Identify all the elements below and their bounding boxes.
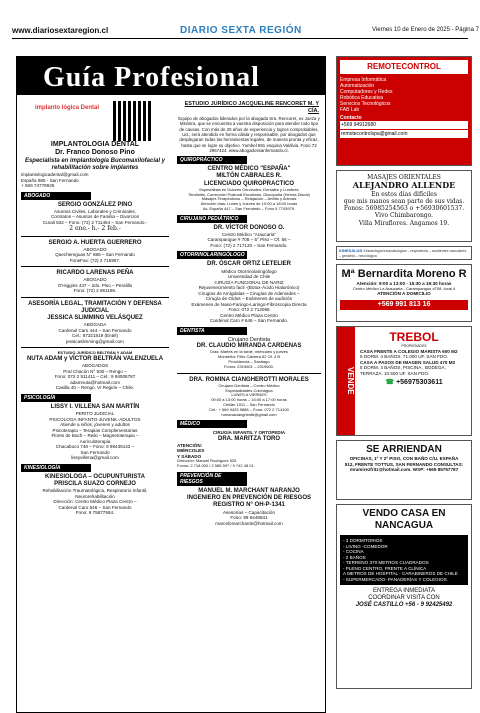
lawyer-line: ABOGADO (83, 277, 107, 283)
handwritten-note: 2 ene.- h.- 2 feb.- (69, 225, 121, 233)
quiro-name: CENTRO MÉDICO "ESPAÑA" (207, 166, 291, 173)
lawyer-line: Curali 532 – Fono: (72) 2 711464 – San Fernando.- (42, 219, 148, 225)
ad-line: 512, FRENTE TOTTUS, SAN FERNANDO CONSULTAS: (344, 461, 464, 467)
ad-line: ALEJANDRO ALLENDE (352, 180, 456, 191)
prev-name: MANUEL M. MARCHANT NARANJO (198, 487, 300, 494)
otorrino-name: DR. ÓSCAR ORTIZ LETELIER (207, 261, 291, 268)
ad-item: Automatización (340, 82, 375, 89)
ad-phone: +569 991 813 16 (340, 300, 468, 310)
dentista-line: Días: Martes en la tarde, miércoles y jueves (210, 349, 288, 355)
feature-item: - COCINA (343, 549, 364, 554)
cirujano-line: Centro Médico "Araucaria" (221, 231, 277, 237)
lawyer-line: O'Higgins 437 – 2do. Piso – Peralillo (57, 282, 133, 288)
psych-name: LISSY I. VILLENA SAN MARTÍN (50, 403, 140, 410)
arriendan-ad (336, 440, 472, 500)
lawyer-line: Quechereguas N° 888 – San Fernando (55, 252, 135, 258)
quiro-sub: MILTÓN CABRALES R. (216, 173, 282, 180)
dentista-line: Especialidades Colchagua (225, 387, 273, 393)
medico-line: Fonos: 2 718 000 / 2 585 597 / 9 742 48 01. (177, 463, 255, 469)
quiro-line: Tendinitis, Corrección Postural Escoliosis, Discopatía (Hernia Discal) (188, 191, 310, 197)
trebol-ad (336, 326, 472, 436)
ad-line: CASA A PASOS DE IMAGEN SALUD 470 M2 (360, 359, 456, 365)
lawyer-line: Asuntos Civiles, Laborales y Criminales, (54, 208, 136, 214)
dentista-line: LUNES A VIERNES (231, 392, 267, 398)
trebol-logo: TREBOL (389, 330, 439, 344)
lawyer-line: FoneFax: (72) 2 715967. (69, 257, 121, 263)
ad-name: Mª Bernardita Moreno R (341, 268, 467, 280)
lawyer-sub: JESSICA SLIMMING VELÁSQUEZ (47, 315, 143, 322)
medico-day: MIÉRCOLES (177, 448, 205, 454)
prev-email[interactable]: marcelomarchantn@hotmail.com (215, 520, 283, 526)
page-date: Viernes 10 de Enero de 2025 - Página 7 (372, 27, 479, 33)
divider (21, 266, 169, 267)
newspaper-brand: DIARIO SEXTA REGIÓN (180, 25, 302, 36)
masajes-ad (336, 170, 472, 242)
professional-guide (16, 56, 326, 713)
page-header (0, 0, 480, 50)
feature-item: - TERRENO 370 METROS CUADRADOS (343, 560, 429, 565)
section-kinesiologia: KINESIOLOGÍA (21, 464, 91, 472)
medico-day: Y SÁBADO (177, 453, 202, 459)
guide-title: Guía Profesional (43, 62, 260, 93)
psych-line: PERITO JUDICIAL (75, 411, 115, 417)
medico-head: CIRUGÍA INFANTIL Y ORTOPEDIA (212, 430, 286, 436)
ad-line: COORDINAR VISITA CON (368, 595, 440, 602)
lawyer-email[interactable]: adamnuta@hotmail.com (70, 379, 120, 385)
feature-item: - PLENO CENTRO, FRENTE A CLÍNICA (343, 565, 427, 571)
kinesalud-ad (336, 246, 472, 260)
estudio-title: ESTUDIO JURÍDICO JACQUELINE RENCORET M. Y CÍA. (184, 101, 319, 114)
divider (21, 297, 169, 298)
lawyer-email[interactable]: jessicaslimming@gmail.com (66, 338, 124, 344)
divider (21, 347, 169, 348)
quiro-line: Masajes Terapéuticos – Relajación – Artritis y Artrosis (201, 196, 297, 202)
feature-item: - LIVING -COMEDOR (343, 543, 388, 549)
divider (177, 373, 321, 374)
kine-sub: PRISCILA SUAZO CORNEJO (54, 480, 136, 487)
kinesalud-desc: Kinesiología traumatológica – respiratoria – accidentes vasculares – geriatría – neurológica (339, 249, 467, 258)
lawyer-name: NUTA ADAM y VÍCTOR BELTRÁN VALENZUELA (26, 356, 164, 363)
ad-line: Fonos: 56985254563 o +56930601537. (343, 205, 465, 213)
ad-contact-label: Contacto (340, 114, 362, 121)
quiro-line: Especialista en Dolores Cervicales, Dorsales y Lumbres (199, 186, 299, 192)
left-column (21, 101, 169, 516)
implanto-doctor: Dr. Franco Donoso Pino (55, 149, 135, 157)
divider (21, 236, 169, 237)
section-otorrino: OTORRINOLARINGÓLOGO (177, 251, 247, 259)
lawyer-head: ESTUDIO JURÍDICO BELTRÁN Y ADAM (57, 350, 133, 356)
lawyer-line: Casilla 40 – Rengo. VI Región – Chile. (55, 385, 135, 391)
dentista-email[interactable]: romanacianghirotti@gmail.com (221, 411, 277, 417)
ad-phone: +56975303611 (396, 379, 443, 387)
section-dentista: DENTISTA (177, 327, 247, 335)
otorrino-line: Cirugía de Oídos – Exámenes de audición (205, 296, 293, 302)
psych-line: Chacabuco 748 – Fono: 9 98439143 – (55, 444, 135, 450)
dentista-name: DR. CLAUDIO MIRANDA CARDENAS (196, 343, 302, 350)
psych-line: Flores de Bach – Reiki – Magnetoterapia – (51, 433, 139, 439)
ad-line: Vivo Chimbarongo. (374, 212, 434, 220)
ad-line: ENTREGA INMEDIATA (372, 588, 436, 594)
otorrino-line: CIRUGÍA FUNCIONAL DE NARIZ (214, 279, 284, 285)
right-column (177, 101, 321, 526)
lawyer-name: SERGIO GONZÁLEZ PINO (57, 201, 133, 208)
cirujano-name: DR. VÍCTOR DONOSO O. (213, 224, 285, 231)
dentista-name: DRA. ROMINA CIANGHEROTTI MORALES (189, 376, 309, 383)
ad-line: que mis manos sean parte de sus vidas. (343, 197, 465, 205)
lawyer-line: ABOGADOS (81, 363, 109, 369)
ad-line: Villa Miraflores. Angamos 19. (358, 219, 450, 227)
ad-line: 5 DORM. 4 BAÑOS, PISCINA , BODEGA, (360, 365, 446, 371)
implanto-name: IMPLANTOLOGIA DENTAL (50, 141, 140, 148)
lawyer-line: Contratos – Asuntos de Familia – Divorcios (51, 214, 139, 220)
lawyer-name: RICARDO LARENAS PEÑA (56, 270, 134, 277)
prev-reg: REGISTRO N° OH-P-1341 (213, 502, 285, 509)
psych-email[interactable]: lissyvillena@gmail.com (71, 455, 119, 461)
medico-name: DRA. MARITZA TORO (218, 435, 280, 442)
medico-at: ATENCIÓN: (177, 442, 203, 448)
section-abogado: ABOGADO (21, 192, 91, 200)
quiro-line: Atención días: Lunes y Jueves de 10:00 a 18:00 horas (200, 201, 298, 207)
psych-line: Atiende a niños, jóvenes y adultos (60, 422, 130, 428)
ad-line: Atención: 9:00 a 13:00 - 15:30 a 19:30 horas (356, 281, 452, 287)
prev-line: Asesorías – Capacitación (222, 509, 276, 515)
lawyer-name: SERGIO A. HUERTA GUERRERO (48, 239, 142, 246)
ad-title: VENDO CASA EN NANCAGUA (362, 508, 446, 531)
section-psicologia: PSICOLOGÍA (21, 394, 91, 402)
quiro-line: Av. España 447 – San Fernando – Fono 9 7743979. (202, 205, 296, 211)
ad-line: En estos días difíciles (371, 190, 437, 198)
otorrino-line: Cardenal Caro # 646 – San Fernando. (209, 318, 289, 324)
implanto-logo-text: implanto lógica Dental (35, 105, 100, 111)
guide-banner (17, 57, 325, 95)
dentista-line: Cel.: + 569 9433 9888 – Fono: 072 2 714100 (209, 406, 289, 412)
psych-line: Auriculoterapia (79, 438, 111, 444)
whatsapp-icon: ☎ (385, 379, 395, 387)
kine-line: Rehabilitación Traumatológica, Respiratorio Infantil, (42, 488, 148, 494)
otorrino-line: Universidad de Chile (227, 274, 271, 280)
lawyer-line: Fono: 072 2 511411 – Cel.: 9 94006787 (54, 374, 136, 380)
casa-features (340, 535, 468, 585)
qr-code-icon (113, 101, 153, 141)
implanto-spec: Especialista en implantología Bucomaxilofacial y rehabilitación sobre implantes (24, 157, 166, 171)
kinesalud-logo: KINESALUD (339, 248, 363, 253)
otorrino-line: Cirugías de Amígdalas – Cirugías de Adenoides – (198, 290, 300, 296)
feature-item: - 2 BAÑOS (343, 554, 366, 560)
dentista-line: Monseñor Félix Cabrera 62 Of. 3 B (217, 354, 281, 360)
ad-line: 5 DORM. 4 BAÑOS, 71.000 UF. SAN FDO. (360, 354, 449, 360)
otorrino-line: Exámenes de Naso-Faringo-Laringo-Fibroscopia Directa (191, 301, 307, 307)
lawyer-line: Cardenal Caro 444 – San Fernando (58, 327, 132, 333)
implanto-logo (21, 101, 169, 141)
ad-phone: +569 94912680 (340, 121, 468, 129)
implanto-email[interactable]: implantologicadental@gmail.com (21, 172, 89, 178)
dentista-line: Providencia – Santiago (228, 358, 270, 364)
lawyer-name: ASESORÍA LEGAL, TRAMITACIÓN Y DEFENSA JUDICIAL (28, 300, 162, 315)
lawyer-line: Prat Chacón N° 930 – Rengo – (63, 368, 127, 374)
estudio-text: Equipo de abogados liderados por la abogada Sra. Rencoret, ex Jueza y Ministra, que se encuentra a vuestra disposición para atender todo tipo de causas. Con más de 25 años de experiencia y logros comprobables, Ud., será atendido en forma cálida y responsable, por abogados que desplegaran todas las herramientas legales, de manera pronta y eficaz, hasta que se logre su objetivo. Yumbel 591 esquina Valdivia. Fono 72 2967424. www.abogadossanfernando.cl. (178, 116, 320, 153)
vende-label: VENDE (337, 327, 355, 435)
feature-item: - SUPERMERCADO- PANADERÍAS Y COLEGIOS. (343, 576, 448, 582)
implanto-phone: + 569 74778926 (21, 183, 55, 189)
otorrino-line: Centro Médico Plaza Centro (220, 312, 278, 318)
dentista-line: Cirujano Dentista – Centro Médico (218, 382, 280, 388)
section-prevencion: PREVENCIÓN DE RIESGOS (177, 472, 247, 486)
feature-item: - 3 DORMITORIOS (343, 538, 383, 543)
feature-item: A METROS DE HOSPITAL - CARABINEROS DE CHILE (343, 571, 458, 576)
remotecontrol-logo: REMOTECONTROL (340, 60, 468, 74)
cirujano-line: Carampangue # 708 – 5° Piso – Of. 56 – (207, 237, 291, 243)
ads-column (336, 56, 472, 693)
kine-name: KINESIOLOGA – OCUPUNTURISTA (44, 473, 145, 480)
implanto-address: España 985 - San Fernando (21, 177, 79, 183)
lawyer-line: ABOGADO (83, 246, 107, 252)
ad-item: Empresa Informática (340, 76, 387, 83)
section-quiro: QUIROPRÁCTICO (177, 156, 247, 164)
header-rule (12, 38, 468, 39)
dentista-title: Cirujano Dentista (227, 336, 271, 343)
ad-line: mramirezfritz@hotmail.com. WSP: +569 85757787 (349, 467, 459, 472)
cirujano-line: Fono: (72) 2 717120 – San Fernando. (210, 242, 288, 248)
remotecontrol-ad (336, 56, 472, 166)
kine-line: Cardenal Caro 646 – San Fernando (58, 504, 132, 510)
ad-line: ATENCIÓN A DOMICILIO (377, 291, 431, 297)
ad-line: CASA FRENTE A COLEGIO MARISTA 600 M2 (360, 348, 458, 354)
bernardita-ad (336, 264, 472, 322)
trebol-phone-row (360, 379, 468, 387)
ad-title: SE ARRIENDAN (366, 444, 442, 455)
kine-line: Dirección: Centro Médico Plaza Centro – (53, 499, 137, 505)
section-medico: MÉDICO (177, 420, 247, 428)
psych-line: Psicoterapia – Terapias Complementarias (52, 427, 138, 433)
dentista-line: Fonos: 2319601 – 2319600. (223, 363, 275, 369)
ad-item: Robótica Educativa (340, 94, 384, 101)
ad-line: OFICINAS, 1º Y 2º PISO, CON BAÑO C/U, ESPAÑA (349, 456, 459, 461)
lawyer-line: Fono: (72) 2 861168. (73, 288, 117, 294)
ad-line: MASAJES ORIENTALES (367, 174, 441, 181)
kine-line: Fono: 9 75877584. (75, 510, 115, 516)
site-url[interactable]: www.diariosextaregion.cl (12, 26, 109, 35)
dentista-line: 09:00 a 13:00 horas – 15:00 a 17:00 horas (211, 397, 287, 403)
otorrino-line: Fono: 072 2 712086 (228, 307, 270, 313)
prev-sub: INGENIERO EN PREVENCIÓN DE RIESGOS (186, 495, 312, 502)
ad-line: Centro Médico La Araucaria - Carampangue #708, local 4 (352, 285, 456, 291)
section-cirujano: CIRUJANO PEDIÁTRICO (177, 215, 247, 223)
ad-item: Computadores y Redes (340, 88, 393, 95)
lawyer-line: ABOGADA (83, 322, 107, 328)
vendo-casa-ad (336, 504, 472, 689)
otorrino-line: Médico Otorrinolaringólogo (221, 268, 277, 274)
kine-line: Neurorehabilitación (75, 493, 115, 499)
trebol-sub: PROPIEDADES (401, 344, 427, 349)
ad-line: JOSÉ CASTILLO +56 - 9 92425492 (355, 602, 453, 609)
psych-line: PSICOLOGA INFANTO-JUVENIL-ADULTOS (49, 416, 141, 422)
psych-line: San Fernando (80, 449, 110, 455)
dentista-line: Chillán 1011 – San Fernando (223, 401, 275, 407)
trebol-content (357, 327, 471, 390)
medico-line: Dirección: Manuel Rodríguez 525 (177, 458, 237, 464)
ad-item: FAB Lab (340, 106, 360, 113)
ad-email[interactable]: remotecontrolspa@gmail.com (340, 130, 468, 138)
prev-line: Fono: 99 6448841 (230, 515, 268, 521)
ad-item: Servicios Tecnológicos (340, 100, 391, 107)
lawyer-line: Cel.: 87321819 (Entel) (72, 333, 118, 339)
quiro-sub2: LICENCIADO QUIROPRACTICO (204, 180, 294, 187)
ad-line: TERRAZA. 10.500 UF. SAN FDO. (360, 370, 430, 376)
otorrino-line: Rejuvenecimiento facil -(Botox-Ácido Hialurónico) (198, 285, 300, 291)
